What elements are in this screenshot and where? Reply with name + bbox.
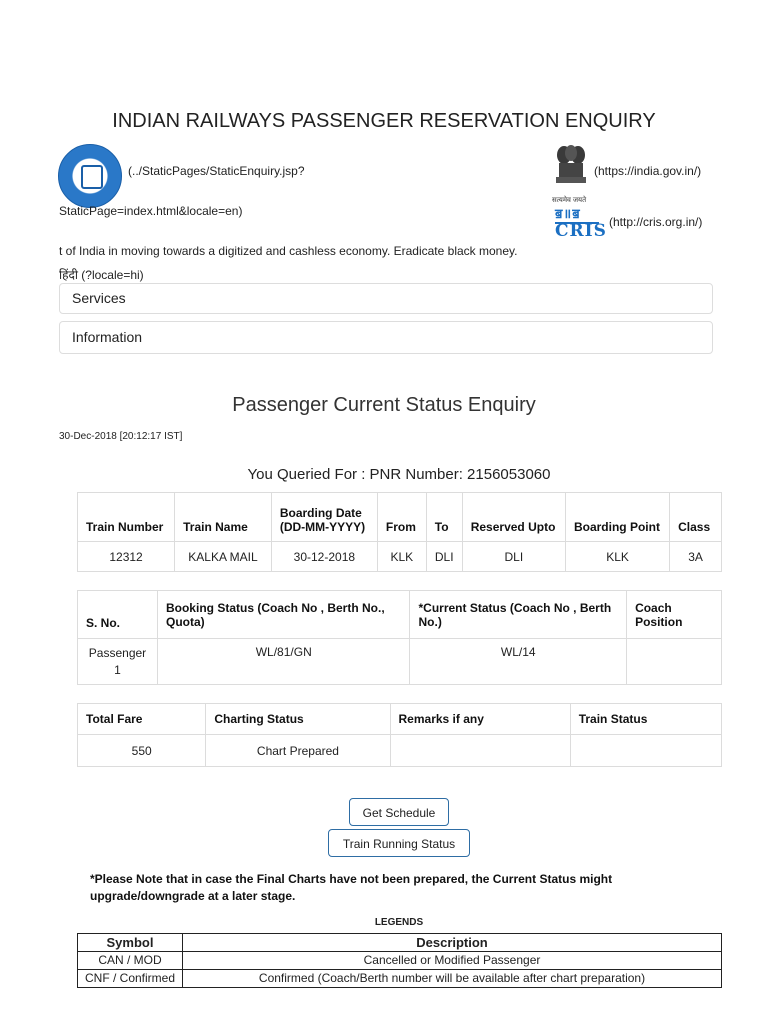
hindi-locale-link[interactable]: हिंदी (?locale=hi) [59, 268, 144, 282]
table-cell: DLI [426, 542, 462, 572]
column-header: Charting Status [206, 704, 390, 735]
table-cell [390, 735, 570, 767]
legends-table [77, 933, 722, 988]
legend-description: Confirmed (Coach/Berth number will be available after chart preparation) [183, 970, 722, 988]
table-cell: 550 [78, 735, 206, 767]
cris-logo-text: CRIS [555, 221, 607, 241]
timestamp: 30-Dec-2018 [20:12:17 IST] [59, 431, 183, 442]
legends-title: LEGENDS [374, 917, 424, 928]
column-header: Boarding Point [565, 493, 669, 542]
charting-note: *Please Note that in case the Final Charts have not been prepared, the Current Status might upgrade/downgrade at a later stage. [90, 872, 613, 903]
column-header: To [426, 493, 462, 542]
passenger-status-table [77, 590, 722, 685]
table-header-row [78, 934, 722, 952]
column-header: From [377, 493, 426, 542]
emblem-caption: सत्यमेव जयते [552, 197, 587, 204]
train-running-status-button[interactable]: Train Running Status [328, 829, 470, 857]
column-header: Booking Status (Coach No , Berth No., Quota) [157, 591, 410, 639]
table-cell: Passenger 1 [78, 639, 158, 685]
india-gov-link[interactable]: (https://india.gov.in/) [594, 164, 702, 178]
table-cell: KALKA MAIL [175, 542, 272, 572]
table-row [78, 952, 722, 970]
table-row [78, 735, 722, 767]
legend-symbol: CAN / MOD [78, 952, 183, 970]
enquiry-heading: Passenger Current Status Enquiry [232, 394, 536, 416]
table-cell: 30-12-2018 [271, 542, 377, 572]
table-cell: WL/14 [410, 639, 627, 685]
column-header: Coach Position [627, 591, 722, 639]
column-header: Description [183, 934, 722, 952]
table-row [78, 639, 722, 685]
cris-link[interactable]: (http://cris.org.in/) [609, 215, 703, 229]
get-schedule-button[interactable]: Get Schedule [349, 798, 449, 826]
table-header-row [78, 704, 722, 735]
table-row [78, 970, 722, 988]
table-cell: 3A [670, 542, 722, 572]
column-header: Class [670, 493, 722, 542]
services-panel[interactable]: Services [59, 283, 713, 314]
table-cell: Chart Prepared [206, 735, 390, 767]
information-panel[interactable]: Information [59, 321, 713, 354]
column-header: Remarks if any [390, 704, 570, 735]
cris-logo[interactable]: ॿ॥ॿ CRIS [555, 207, 607, 241]
column-header: Train Name [175, 493, 272, 542]
table-cell: DLI [462, 542, 565, 572]
marquee-text: t of India in moving towards a digitized and cashless economy. Eradicate black money. [59, 244, 518, 258]
column-header: S. No. [78, 591, 158, 639]
column-header: Symbol [78, 934, 183, 952]
page-title: INDIAN RAILWAYS PASSENGER RESERVATION ENQUIRY [112, 110, 656, 132]
column-header: Boarding Date (DD-MM-YYYY) [271, 493, 377, 542]
national-emblem-icon[interactable] [552, 143, 590, 195]
column-header: Train Status [570, 704, 721, 735]
column-header: *Current Status (Coach No , Berth No.) [410, 591, 627, 639]
train-details-table [77, 492, 722, 572]
queried-for: You Queried For : PNR Number: 2156053060 [247, 466, 551, 483]
table-header-row [78, 591, 722, 639]
table-cell: KLK [377, 542, 426, 572]
ir-logo-link-text-cont[interactable]: StaticPage=index.html&locale=en) [59, 204, 243, 218]
table-cell [570, 735, 721, 767]
table-row [78, 542, 722, 572]
legend-description: Cancelled or Modified Passenger [183, 952, 722, 970]
column-header: Reserved Upto [462, 493, 565, 542]
table-header-row [78, 493, 722, 542]
table-cell: 12312 [78, 542, 175, 572]
legend-symbol: CNF / Confirmed [78, 970, 183, 988]
table-cell: WL/81/GN [157, 639, 410, 685]
column-header: Total Fare [78, 704, 206, 735]
indian-railways-logo[interactable] [58, 144, 122, 208]
fare-status-table [77, 703, 722, 767]
table-cell: KLK [565, 542, 669, 572]
table-cell [627, 639, 722, 685]
ir-logo-link-text[interactable]: (../StaticPages/StaticEnquiry.jsp? [128, 164, 305, 178]
column-header: Train Number [78, 493, 175, 542]
